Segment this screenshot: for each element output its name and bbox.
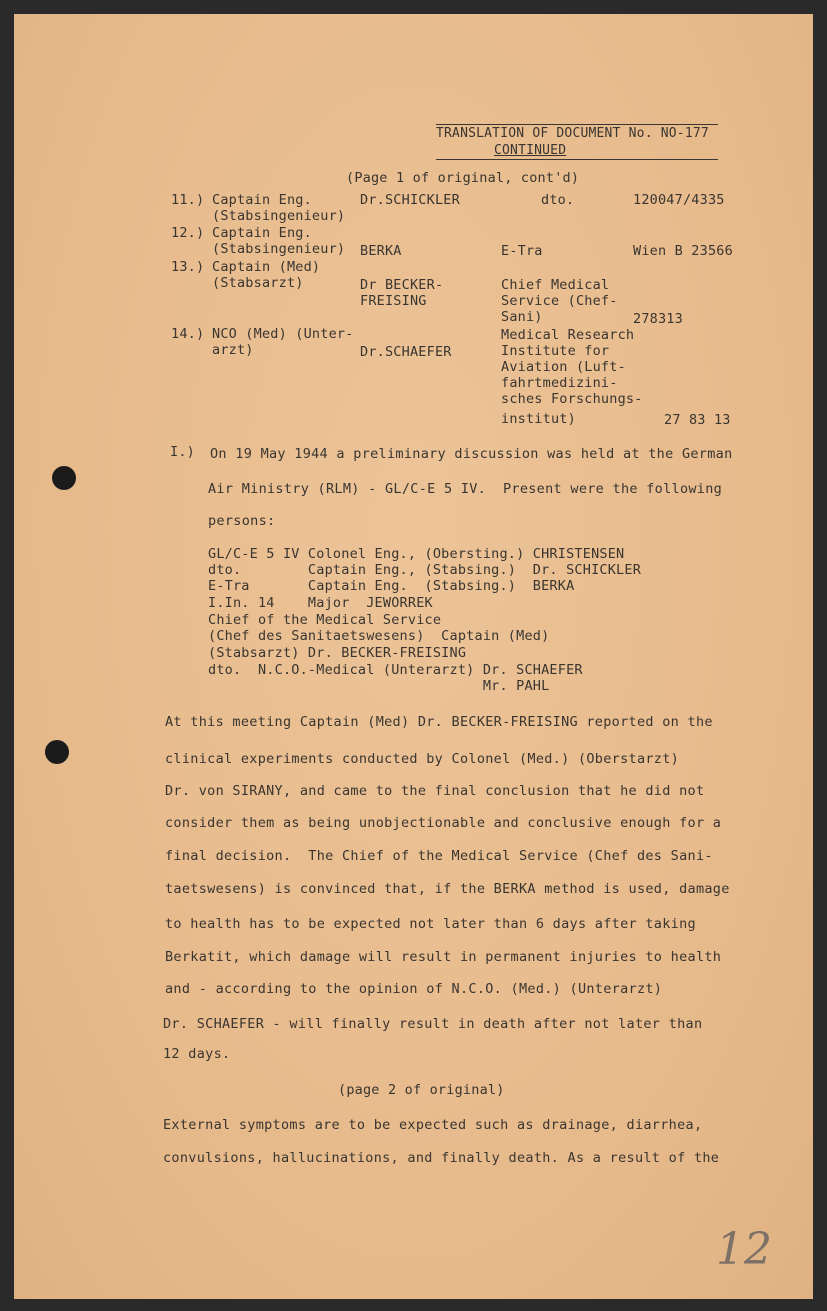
body-line: Dr. SCHAEFER - will finally result in death after not later than	[163, 1016, 703, 1032]
list-item-unit: dto.	[541, 192, 575, 208]
list-item-unit: Medical Research	[501, 327, 635, 343]
body-line: and - according to the opinion of N.C.O. (Med.) (Unterarzt)	[165, 981, 663, 997]
body-line: convulsions, hallucinations, and finally death. As a result of the	[163, 1150, 720, 1166]
list-item-unit: E-Tra	[501, 243, 543, 259]
section-number: I.)	[170, 444, 195, 460]
body-line: final decision. The Chief of the Medical Service (Chef des Sani-	[165, 848, 713, 864]
list-item-name: BERKA	[360, 243, 402, 259]
section-line: Air Ministry (RLM) - GL/C-E 5 IV. Present were the following	[208, 481, 723, 497]
list-item-id: 278313	[633, 311, 683, 327]
list-item-unit: Chief Medical	[501, 277, 610, 293]
attendee-line: dto. Captain Eng., (Stabsing.) Dr. SCHICKLER	[208, 562, 642, 578]
list-item-rank: Captain Eng.	[212, 225, 312, 241]
document-subtitle: CONTINUED	[494, 143, 567, 158]
body-line: taetswesens) is convinced that, if the BERKA method is used, damage	[165, 881, 730, 897]
page2-note: (page 2 of original)	[338, 1082, 505, 1098]
attendee-line: Mr. PAHL	[208, 678, 550, 694]
list-item-unit: Institute for	[501, 343, 610, 359]
list-item-unit: Sani)	[501, 309, 543, 325]
list-item-name: FREISING	[360, 293, 427, 309]
punch-hole-top	[52, 466, 76, 490]
attendee-line: (Chef des Sanitaetswesens) Captain (Med)	[208, 628, 550, 644]
body-line: consider them as being unobjectionable and conclusive enough for a	[165, 815, 722, 831]
section-line: persons:	[208, 513, 276, 529]
body-line: 12 days.	[163, 1046, 231, 1062]
list-item-number: 14.)	[171, 326, 205, 342]
list-item-name: Dr BECKER-	[360, 277, 444, 293]
list-item-unit: sches Forschungs-	[501, 391, 643, 407]
attendee-line: I.In. 14 Major JEWORREK	[208, 595, 433, 611]
list-item-rank: Captain Eng.	[212, 192, 312, 208]
page-note: (Page 1 of original, cont'd)	[346, 170, 580, 186]
body-line: Dr. von SIRANY, and came to the final conclusion that he did not	[165, 783, 705, 799]
header-rule-top	[436, 124, 718, 125]
list-item-rank: (Stabsingenieur)	[212, 208, 346, 224]
attendee-line: E-Tra Captain Eng. (Stabsing.) BERKA	[208, 578, 575, 594]
list-item-number: 11.)	[171, 192, 205, 208]
list-item-number: 12.)	[171, 225, 205, 241]
list-item-unit: Service (Chef-	[501, 293, 618, 309]
body-line: External symptoms are to be expected such as drainage, diarrhea,	[163, 1117, 703, 1133]
list-item-id: 120047/4335	[633, 192, 725, 208]
list-item-unit: Aviation (Luft-	[501, 359, 626, 375]
list-item-number: 13.)	[171, 259, 205, 275]
list-item-id: Wien B 23566	[633, 243, 733, 259]
attendee-line: dto. N.C.O.-Medical (Unterarzt) Dr. SCHAEFER	[208, 662, 583, 678]
body-line: Berkatit, which damage will result in permanent injuries to health	[165, 949, 722, 965]
list-item-id: 27 83 13	[664, 412, 731, 428]
handwritten-page-number: 12	[716, 1224, 772, 1275]
list-item-name: Dr.SCHICKLER	[360, 192, 460, 208]
attendee-line: Chief of the Medical Service	[208, 612, 442, 628]
list-item-name: Dr.SCHAEFER	[360, 344, 452, 360]
document-title: TRANSLATION OF DOCUMENT No. NO-177	[436, 126, 709, 141]
list-item-unit: fahrtmedizini-	[501, 375, 618, 391]
section-line: On 19 May 1944 a preliminary discussion was held at the German	[210, 446, 733, 462]
list-item-rank: Captain (Med)	[212, 259, 321, 275]
punch-hole-bottom	[45, 740, 69, 764]
body-line: clinical experiments conducted by Colonel (Med.) (Oberstarzt)	[165, 751, 680, 767]
list-item-rank: arzt)	[212, 342, 254, 358]
list-item-rank: (Stabsarzt)	[212, 275, 304, 291]
attendee-line: (Stabsarzt) Dr. BECKER-FREISING	[208, 645, 467, 661]
attendee-line: GL/C-E 5 IV Colonel Eng., (Obersting.) CHRISTENSEN	[208, 546, 625, 562]
list-item-rank: NCO (Med) (Unter-	[212, 326, 354, 342]
list-item-rank: (Stabsingenieur)	[212, 241, 346, 257]
header-rule-bottom	[436, 159, 718, 160]
body-line: At this meeting Captain (Med) Dr. BECKER-FREISING reported on the	[165, 714, 713, 730]
body-line: to health has to be expected not later than 6 days after taking	[165, 916, 696, 932]
list-item-unit: institut)	[501, 411, 576, 427]
